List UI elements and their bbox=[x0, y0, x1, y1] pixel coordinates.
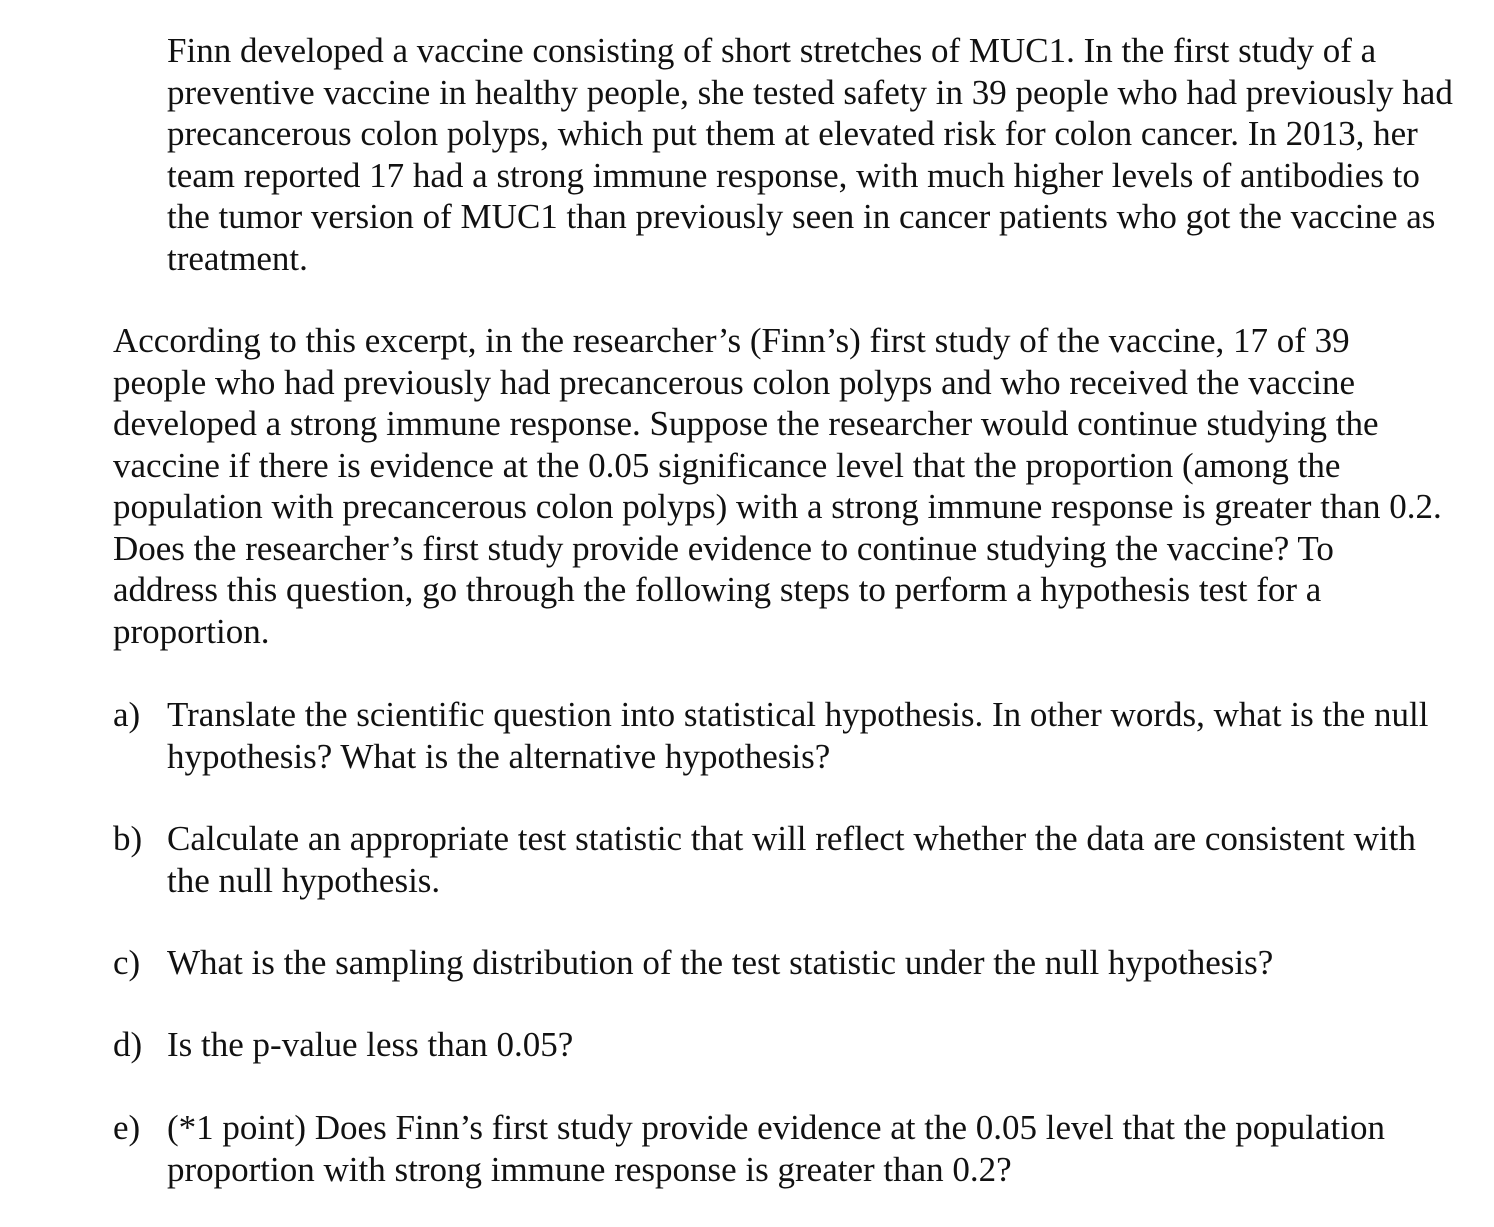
question-b-letter: b) bbox=[113, 819, 143, 858]
question-e-text: (*1 point) Does Finn’s first study provide evidence at the 0.05 level that the population proportion with strong immune response is greater than 0.2? bbox=[167, 1108, 1385, 1189]
excerpt-paragraph: Finn developed a vaccine consisting of short stretches of MUC1. In the first study of a preventive vaccine in healthy people, she tested safety in 39 people who had previously had precancerous colon polyps, which put them at elevated risk for colon cancer. In 2013, her team reported 17 had a strong immune response, with much higher levels of antibodies to the tumor version of MUC1 than previously seen in cancer patients who got the vaccine as treatment. bbox=[167, 31, 1453, 278]
question-b bbox=[113, 818, 1453, 901]
question-a-letter: a) bbox=[113, 695, 141, 734]
question-prompt: According to this excerpt, in the researcher’s (Finn’s) first study of the vaccine, 17 of 39 people who had previously had precancerous colon polyps and who received the vaccine developed a strong immune response. Suppose the researcher would continue studying the vaccine if there is evidence at the 0.05 significance level that the proportion (among the population with precancerous colon polyps) with a strong immune response is greater than 0.2. Does the researcher’s first study provide evidence to continue studying the vaccine? To address this question, go through the following steps to perform a hypothesis test for a proportion. bbox=[113, 321, 1442, 651]
question-d bbox=[113, 1024, 1453, 1066]
question-d-text: Is the p-value less than 0.05? bbox=[167, 1025, 574, 1064]
question-c-letter: c) bbox=[113, 943, 141, 982]
question-e-letter: e) bbox=[113, 1108, 141, 1147]
question-e bbox=[113, 1107, 1453, 1190]
question-a-text: Translate the scientific question into statistical hypothesis. In other words, what is the null hypothesis? What is the alternative hypothesis? bbox=[167, 695, 1429, 776]
question-d-letter: d) bbox=[113, 1025, 143, 1064]
question-c bbox=[113, 942, 1453, 984]
question-c-text: What is the sampling distribution of the test statistic under the null hypothesis? bbox=[167, 943, 1274, 982]
question-b-text: Calculate an appropriate test statistic that will reflect whether the data are consistent with the null hypothesis. bbox=[167, 819, 1416, 900]
question-a bbox=[113, 694, 1453, 777]
